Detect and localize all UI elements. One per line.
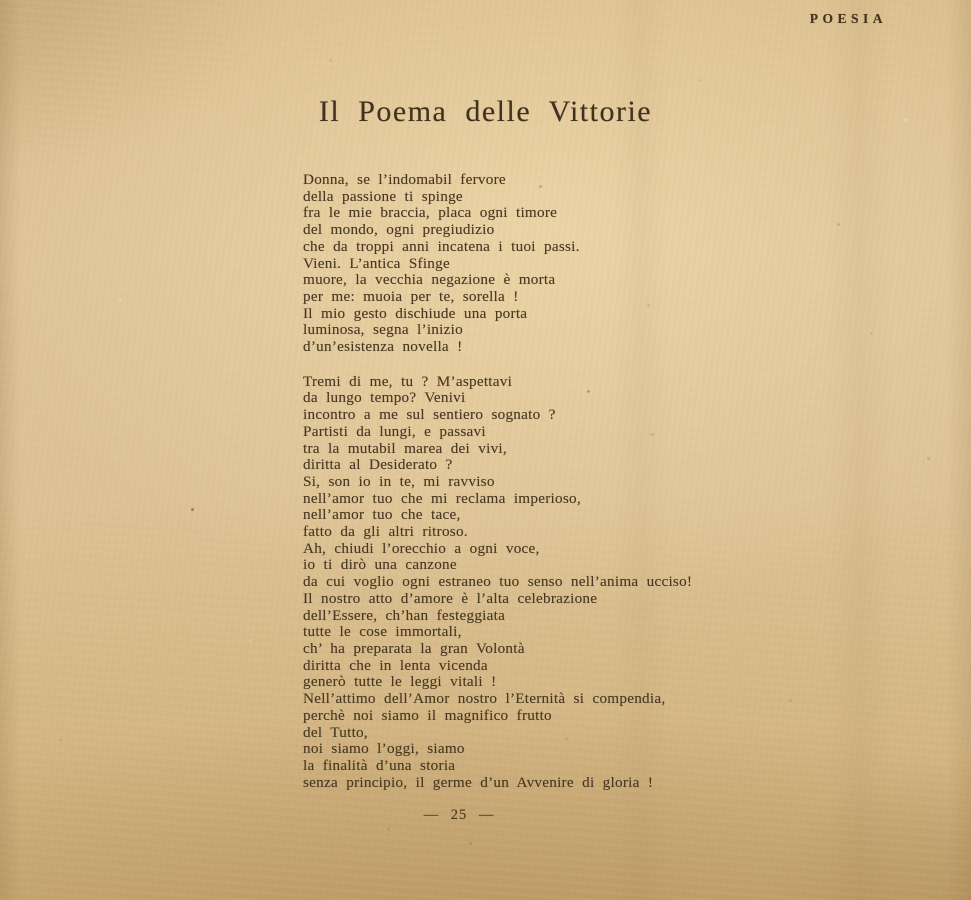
poem-line: tra la mutabil marea dei vivi, — [303, 439, 507, 457]
poem-line: luminosa, segna l’inizio — [303, 321, 463, 339]
poem-line: della passione ti spinge — [303, 187, 463, 205]
poem-line: tutte le cose immortali, — [303, 623, 462, 641]
poem-line: diritta al Desiderato ? — [303, 456, 453, 474]
poem-line: io ti dirò una canzone — [303, 556, 457, 574]
poem-line: Il mio gesto dischiude una porta — [303, 304, 528, 322]
poem-line: Ah, chiudi l’orecchio a ogni voce, — [303, 539, 540, 557]
poem-line: per me: muoia per te, sorella ! — [303, 287, 519, 305]
journal-masthead: POESIA — [809, 11, 887, 26]
stanza — [303, 172, 692, 356]
page-number: — 25 — — [423, 807, 495, 823]
poem-line: Nell’attimo dell’Amor nostro l’Eternità si compendia, — [303, 690, 666, 708]
poem-line: del mondo, ogni pregiudizio — [303, 221, 495, 239]
poem-line: Donna, se l’indomabil fervore — [303, 171, 506, 188]
paper-speckles — [0, 0, 1, 1]
poem-line: d’un’esistenza novella ! — [303, 338, 463, 356]
poem-line: muore, la vecchia negazione è morta — [303, 271, 556, 289]
poem-line: da lungo tempo? Venivi — [303, 389, 466, 407]
poem-line: Tremi di me, tu ? M’aspettavi — [303, 372, 513, 390]
page-title: Il Poema delle Vittorie — [318, 95, 653, 128]
poem-line: Si, son io in te, mi ravviso — [303, 472, 495, 490]
poem-line: fra le mie braccia, placa ogni timore — [303, 204, 558, 222]
poem-line: Partisti da lungi, e passavi — [303, 422, 486, 440]
poem-line: nell’amor tuo che mi reclama imperioso, — [303, 489, 581, 507]
poem-line: Il nostro atto d’amore è l’alta celebrazione — [303, 589, 598, 607]
poem-line: noi siamo l’oggi, siamo — [303, 740, 465, 758]
poem-line: Vieni. L’antica Sfinge — [303, 254, 450, 272]
poem-line: dell’Essere, ch’han festeggiata — [303, 606, 506, 624]
poem-line: da cui voglio ogni estraneo tuo senso nell’anima ucciso! — [303, 573, 693, 591]
poem-line: generò tutte le leggi vitali ! — [303, 673, 497, 691]
poem-line: del Tutto, — [303, 723, 368, 741]
poem-line: incontro a me sul sentiero sognato ? — [303, 406, 556, 424]
poem-line: la finalità d’una storia — [303, 756, 456, 774]
poem-line: che da troppi anni incatena i tuoi passi. — [303, 237, 580, 255]
poem-line: diritta che in lenta vicenda — [303, 656, 488, 674]
poem-line: nell’amor tuo che tace, — [303, 506, 461, 524]
poem-line: ch’ ha preparata la gran Volontà — [303, 639, 525, 657]
poem-line: fatto da gli altri ritroso. — [303, 523, 468, 541]
poem-line: perchè noi siamo il magnifico frutto — [303, 706, 552, 724]
poem-line: senza principio, il germe d’un Avvenire di gloria ! — [303, 773, 654, 791]
poem — [303, 172, 692, 791]
stanza — [303, 374, 692, 792]
